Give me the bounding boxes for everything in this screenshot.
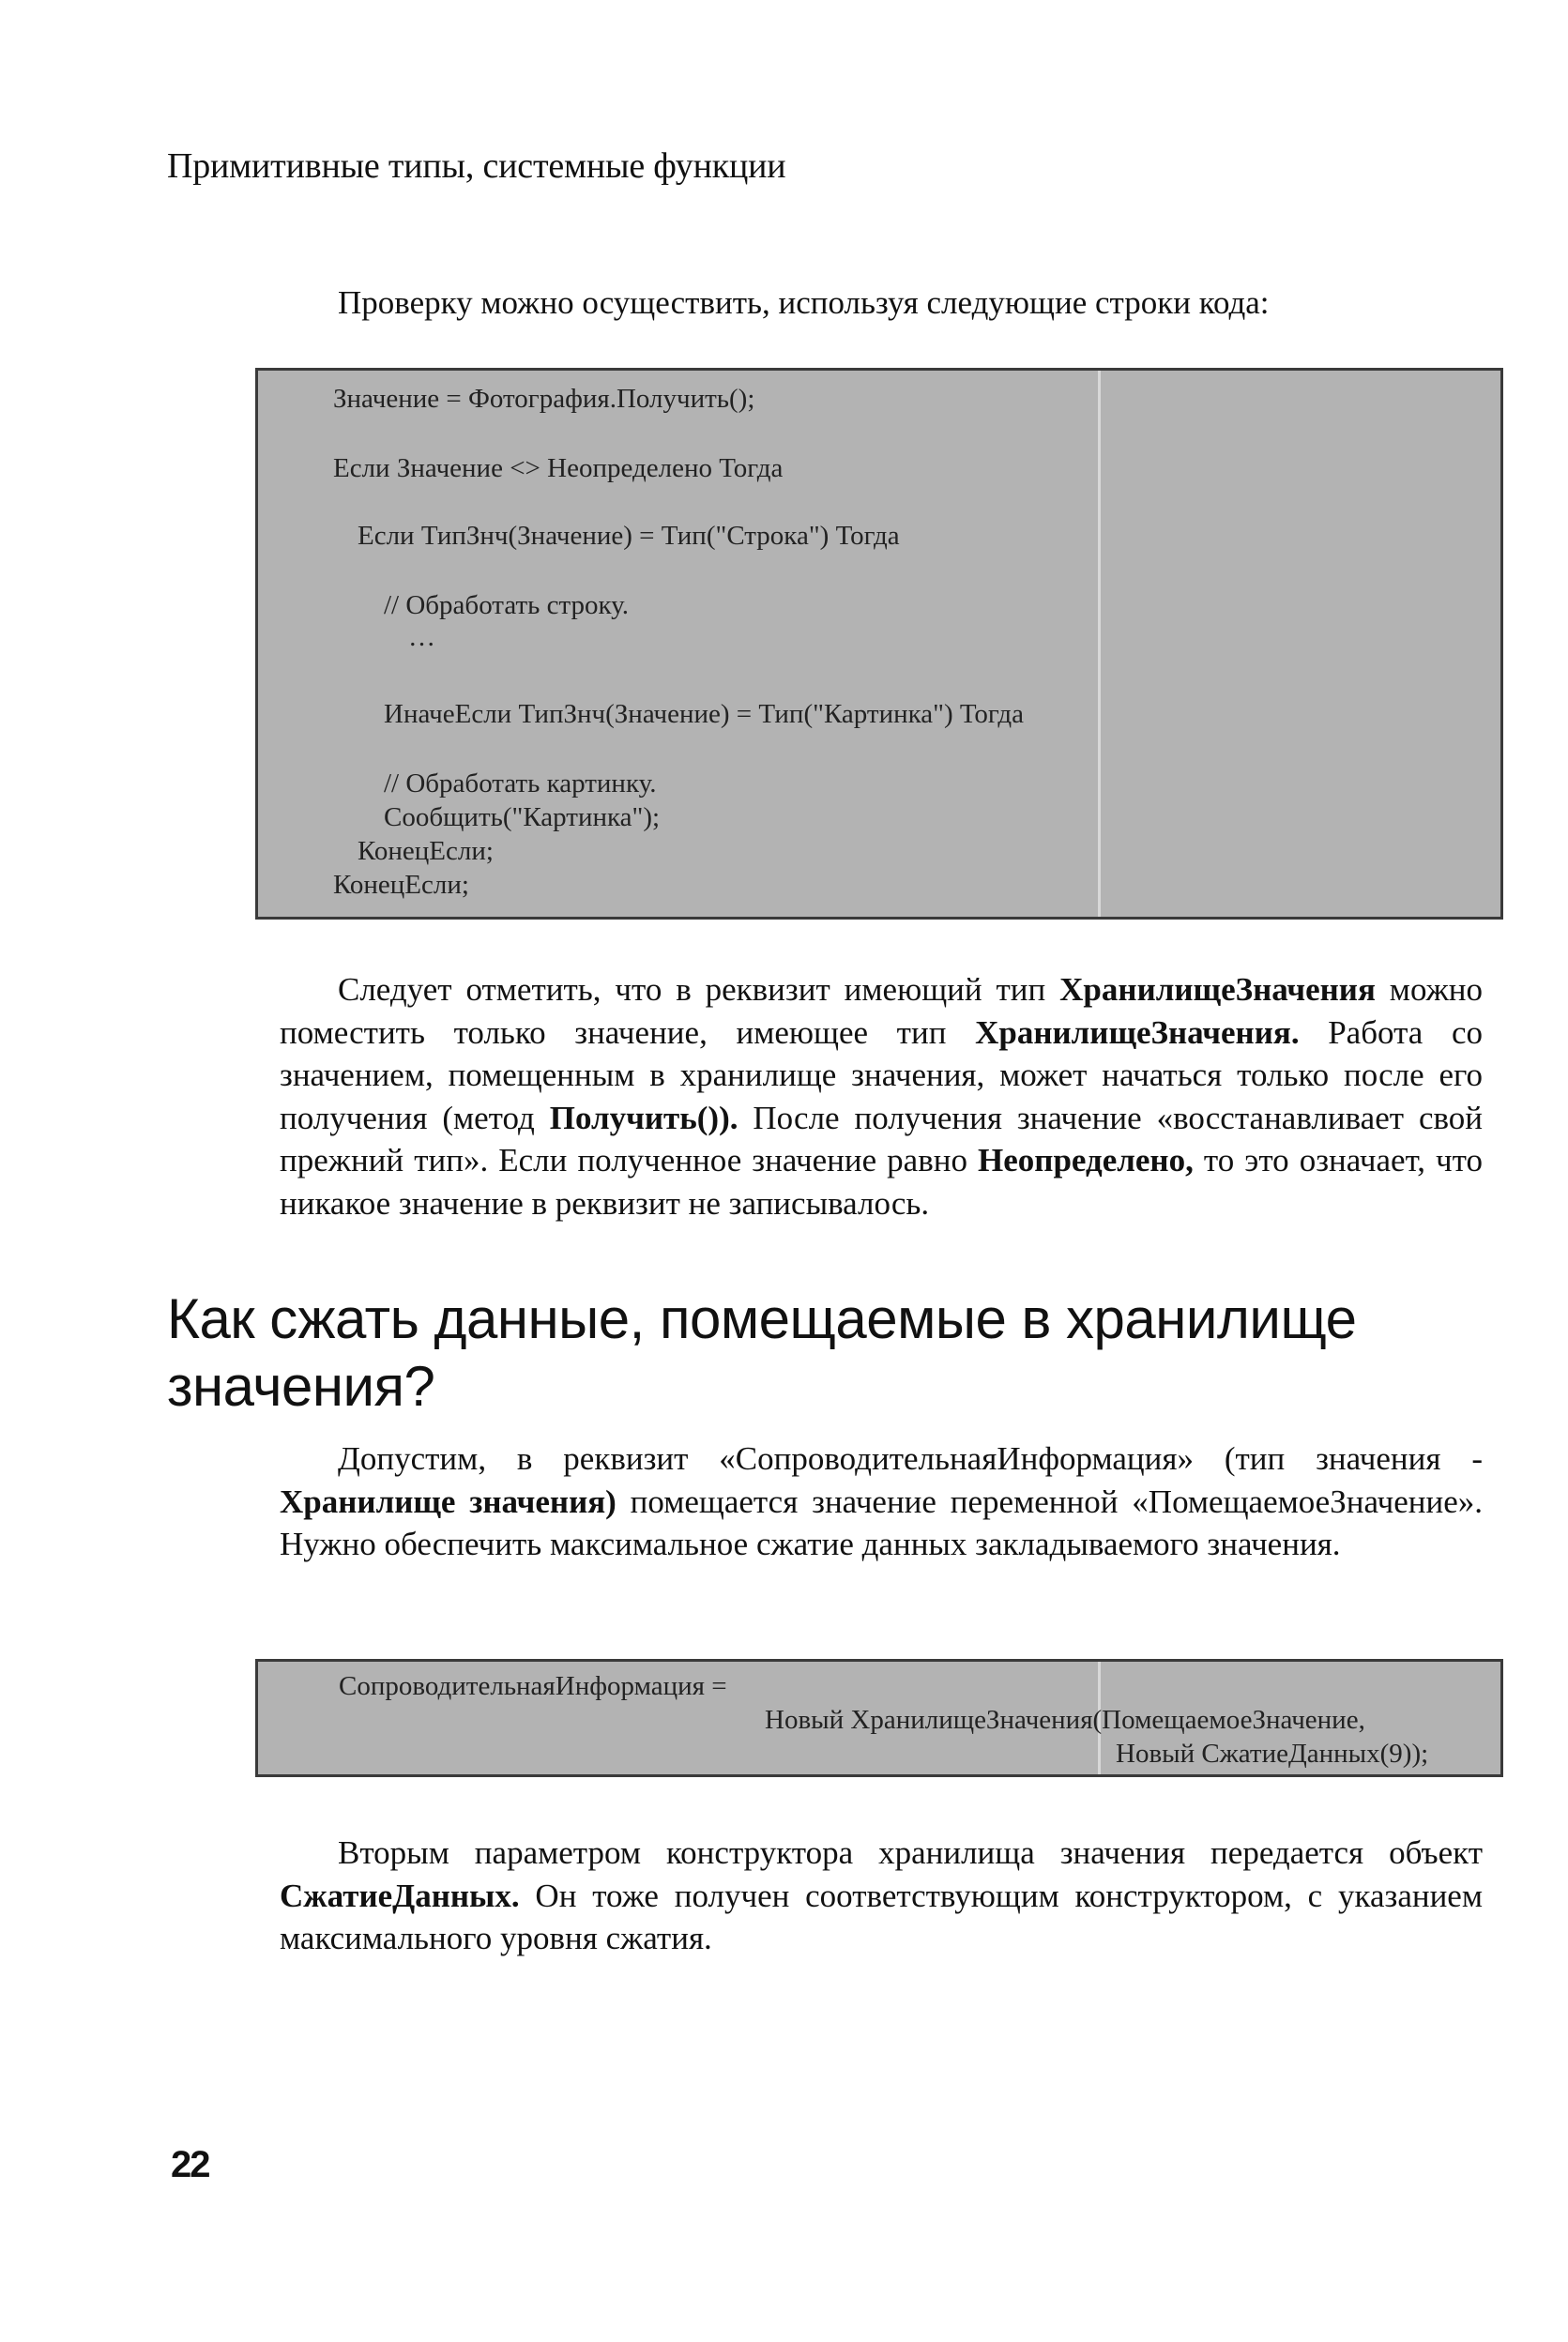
code-line: Если ТипЗнч(Значение) = Тип("Строка") Тогда: [358, 521, 900, 551]
code-line: КонецЕсли;: [333, 870, 469, 900]
paragraph-1: Следует отметить, что в реквизит имеющий тип ХранилищеЗначения можно поместить только значение, имеющее тип ХранилищеЗначения. Работа со значением, помещенным в хранилище значения, может начаться только после его получения (метод Получить()). После получения значение «восстанавливает свой прежний тип». Если полученное значение равно Неопределено, то это означает, что никакое значение в реквизит не записывалось.: [280, 971, 1483, 1222]
code-line: Новый СжатиеДанных(9));: [1116, 1739, 1429, 1769]
intro-paragraph: Проверку можно осуществить, используя следующие строки кода:: [338, 284, 1270, 321]
code-line: Значение = Фотография.Получить();: [333, 384, 755, 414]
code-line: Если Значение <> Неопределено Тогда: [333, 453, 784, 483]
code-line: Сообщить("Картинка");: [384, 802, 661, 832]
code-line: КонецЕсли;: [358, 836, 494, 866]
code-line: Новый ХранилищеЗначения(ПомещаемоеЗначение,: [765, 1705, 1365, 1735]
page-number: 22: [171, 2144, 209, 2185]
code-block-2: [255, 1659, 1503, 1777]
code-block-1: [255, 368, 1503, 920]
paragraph-2: Допустим, в реквизит «СопроводительнаяИнформация» (тип значения - Хранилище значения) помещается значение переменной «ПомещаемоеЗначение». Нужно обеспечить максимальное сжатие данных закладываемого значения.: [280, 1440, 1484, 1562]
code-line: …: [408, 622, 435, 652]
code-line: ИначеЕсли ТипЗнч(Значение) = Тип("Картинка") Тогда: [384, 699, 1024, 729]
code-line: СопроводительнаяИнформация =: [339, 1671, 727, 1701]
scan-line: [1098, 371, 1101, 917]
paragraph-3: Вторым параметром конструктора хранилища значения передается объект СжатиеДанных. Он тоже получен соответствующим конструктором, с указанием максимального уровня сжатия.: [280, 1834, 1483, 1956]
code-line: // Обработать строку.: [384, 590, 630, 620]
code-line: // Обработать картинку.: [384, 768, 657, 798]
running-head: Примитивные типы, системные функции: [167, 146, 786, 186]
section-heading: Как сжать данные, помещаемые в хранилище значения?: [167, 1287, 1357, 1418]
